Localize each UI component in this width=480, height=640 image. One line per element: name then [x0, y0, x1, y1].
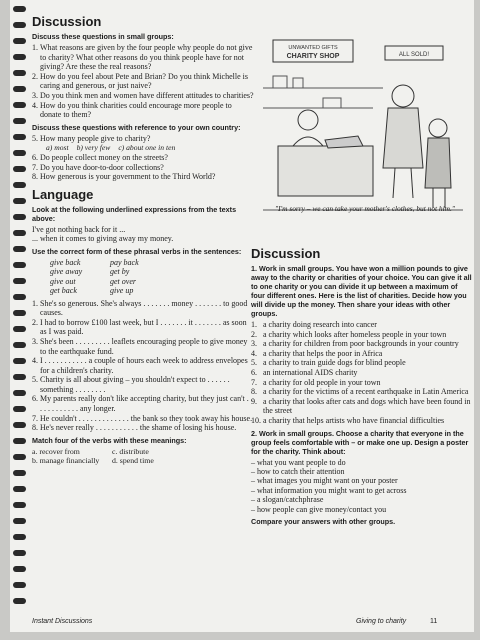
cartoon-caption: "I'm sorry – we can take your mother's clothes, but not him." — [275, 204, 455, 213]
think-about-item: – how people can give money/contact you — [251, 504, 387, 514]
sentence-item: 1. She's so generous. She's always . . . . . . . money . . . . . . . to good causes. — [32, 298, 248, 318]
discuss-instruction: Discuss these questions in small groups: — [32, 32, 174, 41]
spiral-ring — [13, 102, 26, 108]
think-about-item: – what images you might want on your poster — [251, 476, 398, 486]
question-item: 4. How do you think charities could encourage more people to donate to them? — [32, 100, 232, 120]
footer-book-title: Instant Discussions — [32, 618, 93, 625]
sentence-item: 6. My parents really don't like accepting charity, but they just can't . . . . . . . . . . . . any longer. — [32, 394, 253, 414]
charity-item: 4. a charity that helps the poor in Africa — [251, 348, 383, 358]
spiral-ring — [13, 326, 26, 332]
question-item: 3. Do you think men and women have different attitudes to charities? — [32, 90, 254, 100]
charity-item: 1. a charity doing research into cancer — [251, 320, 377, 329]
spiral-ring — [13, 566, 26, 572]
discussion-heading-2: Discussion — [251, 246, 321, 261]
compare-instruction: Compare your answers with other groups. — [251, 516, 396, 526]
discussion-heading: Discussion — [32, 14, 102, 29]
work-instruction-2: 2. Work in small groups. Choose a charity that everyone in the group feels comfortable with – or make one up. Design a poster for the charity. Think about: — [251, 428, 469, 456]
charity-list — [251, 320, 473, 426]
meanings-list: a. recover from c. distribute b. manage financially d. spend time — [32, 446, 154, 466]
spiral-ring — [13, 230, 26, 236]
spiral-ring — [13, 406, 26, 412]
spiral-ring — [13, 390, 26, 396]
language-instruction: Look at the following underlined expressions from the texts above: — [32, 204, 237, 223]
footer-unit-title: Giving to charity — [356, 618, 407, 625]
spiral-ring — [13, 534, 26, 540]
work-instruction-1: 1. Work in small groups. You have won a million pounds to give away to the charity or charities of your choice. You can give it all to one charity or you can divide it up between a maximum of four different ones. Here is the list of charities. Decide how you will divide up the money. Then share your ideas with other groups. — [251, 264, 472, 318]
question-list — [32, 43, 254, 120]
spiral-binding — [10, 6, 30, 616]
spiral-ring — [13, 278, 26, 284]
spiral-ring — [13, 6, 26, 12]
spiral-ring — [13, 518, 26, 524]
spiral-ring — [13, 502, 26, 508]
sentence-item: 8. He's never really . . . . . . . . . . . the shame of losing his house. — [32, 423, 237, 433]
spiral-ring — [13, 214, 26, 220]
sentence-item: 7. He couldn't . . . . . . . . . . . . . the bank so they took away his house. — [32, 413, 253, 423]
spiral-ring — [13, 118, 26, 124]
example-expression: ... when it comes to giving away my money. — [32, 234, 174, 244]
spiral-ring — [13, 166, 26, 172]
spiral-ring — [13, 438, 26, 444]
spiral-ring — [13, 582, 26, 588]
think-about-item: – a slogan/catchphrase — [251, 495, 324, 505]
spiral-ring — [13, 486, 26, 492]
spiral-ring — [13, 374, 26, 380]
think-about-list — [251, 458, 473, 514]
spiral-ring — [13, 342, 26, 348]
phrasal-verb-list: give back pay back give away get by give out get over get back give up — [50, 257, 139, 296]
answer-options: a) most b) very few c) about one in ten — [46, 143, 176, 153]
spiral-ring — [13, 598, 26, 604]
charity-item: 9. a charity that looks after cats and dogs which have been found in the street — [251, 396, 471, 416]
spiral-ring — [13, 182, 26, 188]
question-item: 7. Do you have door-to-door collections? — [32, 162, 164, 172]
spiral-ring — [13, 470, 26, 476]
cartoon-sign-shop: CHARITY SHOP — [286, 53, 340, 60]
charity-item: 7. a charity for old people in your town — [251, 377, 381, 387]
page-number: 11 — [430, 618, 438, 625]
sentence-item: 2. I had to borrow £100 last week, but I . . . . . . . it . . . . . . . as soon as I was paid. — [32, 317, 247, 337]
cartoon-sign-sale: ALL SOLD! — [398, 52, 430, 58]
think-about-item: – how to catch their attention — [251, 466, 345, 476]
question-item: 8. How generous is your government to the Third World? — [32, 172, 216, 182]
spiral-ring — [13, 198, 26, 204]
spiral-ring — [13, 294, 26, 300]
spiral-ring — [13, 550, 26, 556]
book-page — [10, 0, 474, 632]
question-item: 6. Do people collect money on the streets? — [32, 152, 168, 162]
phrasal-verb-instruction: Use the correct form of these phrasal verbs in the sentences: — [32, 246, 242, 256]
spiral-ring — [13, 422, 26, 428]
question-item: 5. How many people give to charity? — [32, 133, 151, 143]
charity-item: 2. a charity which looks after homeless people in your town — [251, 329, 447, 339]
sentence-item: 4. I . . . . . . . . . . . a couple of hours each week to address envelopes for a children's charity. — [32, 356, 248, 375]
spiral-ring — [13, 54, 26, 60]
spiral-ring — [13, 358, 26, 364]
spiral-ring — [13, 262, 26, 268]
match-instruction: Match four of the verbs with these meanings: — [32, 435, 187, 445]
question-item: 2. How do you feel about Pete and Brian? Do you think Michelle is caring and generous, or just naive? — [32, 71, 248, 91]
think-about-item: – what you want people to do — [251, 457, 346, 467]
charity-item: 8. a charity for the victims of a recent earthquake in Latin America — [251, 387, 469, 397]
charity-item: 10. a charity that helps artists who have financial difficulties — [251, 415, 445, 425]
charity-item: 6. an international AIDS charity — [251, 367, 358, 377]
spiral-ring — [13, 310, 26, 316]
example-expression: I've got nothing back for it ... — [32, 224, 126, 234]
think-about-item: – what information you might want to get across — [251, 485, 407, 495]
language-heading: Language — [32, 186, 94, 202]
charity-item: 5. a charity to train guide dogs for blind people — [251, 358, 406, 368]
spiral-ring — [13, 86, 26, 92]
spiral-ring — [13, 22, 26, 28]
left-column — [32, 8, 254, 465]
gap-fill-sentences — [32, 299, 254, 433]
country-instruction: Discuss these questions with reference to your own country: — [32, 122, 241, 132]
sentence-item: 3. She's been . . . . . . . . . leaflets encouraging people to give money to the earthquake fund. — [32, 336, 248, 356]
question-item: 1. What reasons are given by the four people why people do not give to charity? What other reasons do you think people have for not giving? Are these the real reasons? — [32, 43, 253, 72]
spiral-ring — [13, 134, 26, 140]
charity-shop-cartoon — [263, 28, 463, 228]
spiral-ring — [13, 70, 26, 76]
spiral-ring — [13, 246, 26, 252]
right-column — [251, 240, 473, 528]
cartoon-sign-small: UNWANTED GIFTS — [288, 45, 338, 51]
spiral-ring — [13, 454, 26, 460]
sentence-item: 5. Charity is all about giving – you shouldn't expect to . . . . . . something . . . . . . . . — [32, 375, 230, 394]
spiral-ring — [13, 38, 26, 44]
charity-item: 3. a charity for children from poor backgrounds in your country — [251, 339, 459, 349]
spiral-ring — [13, 150, 26, 156]
